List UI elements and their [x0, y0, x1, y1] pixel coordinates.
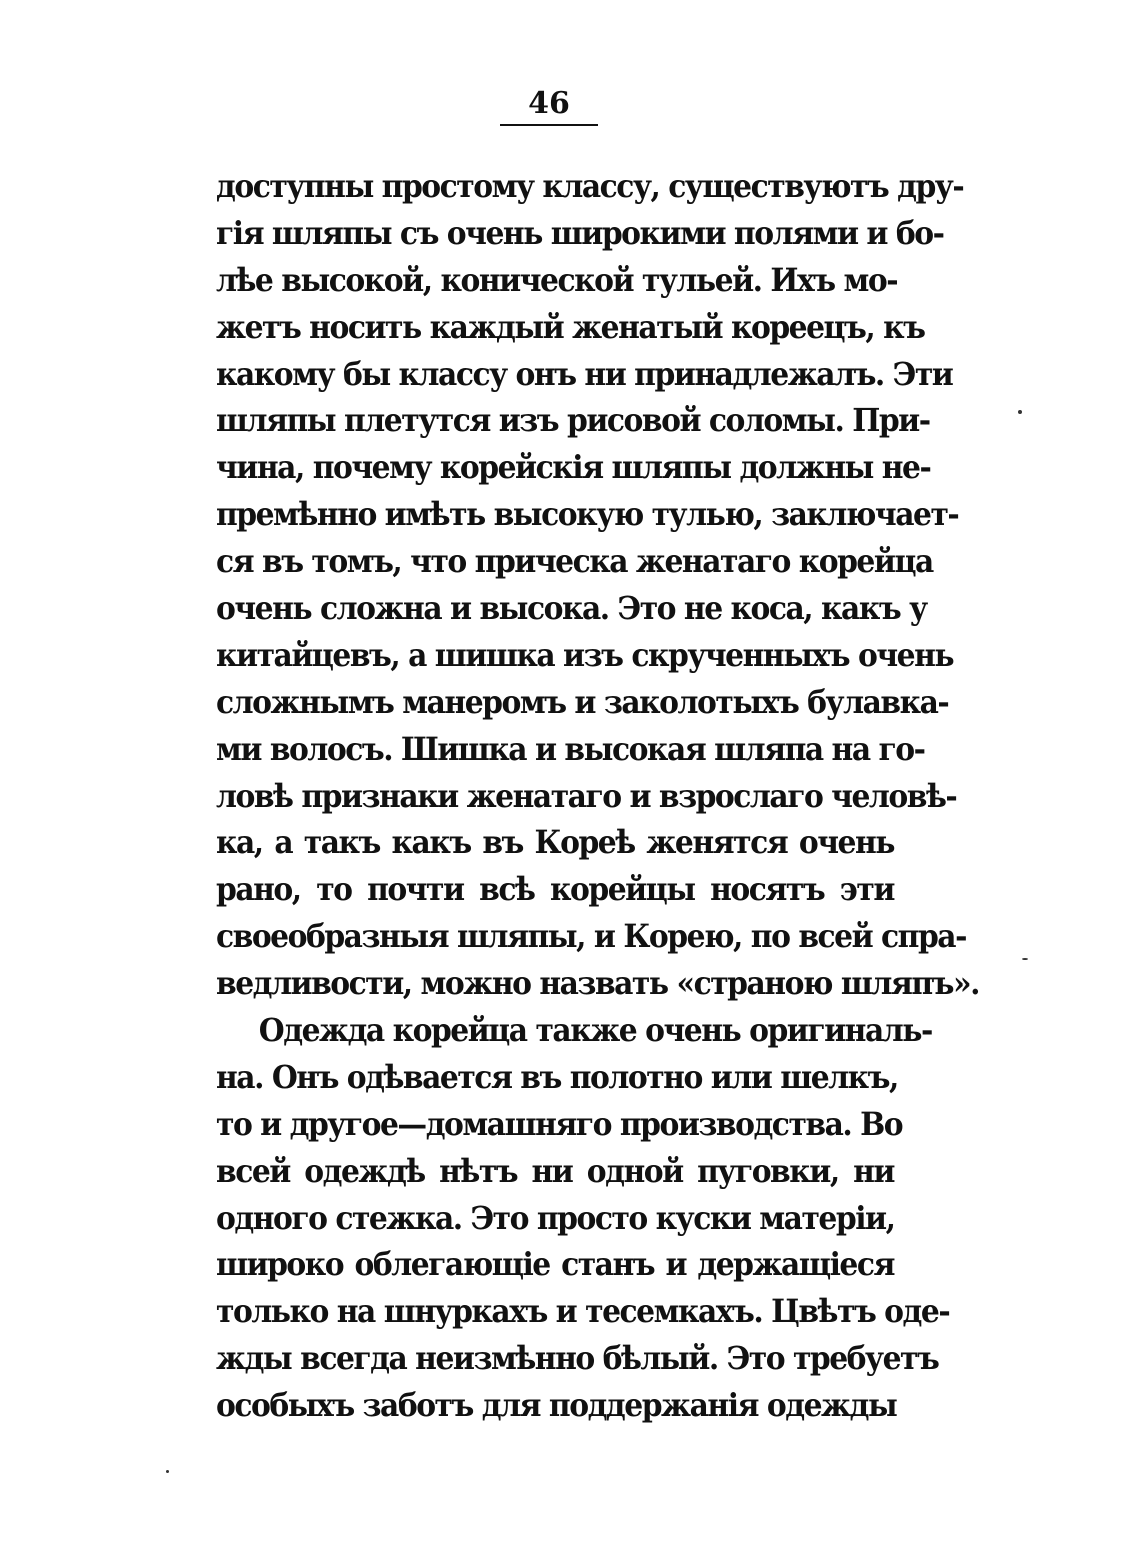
body-text: [216, 163, 979, 1429]
text-line: очень сложна и высока. Это не коса, какъ у: [216, 589, 927, 628]
scan-speck: [1022, 958, 1028, 960]
page-number: 46: [528, 86, 570, 121]
text-line: всей одеждѣ нѣтъ ни одной пуговки, ни: [216, 1151, 894, 1190]
text-line: ведливости, можно назвать «страною шляпъ».: [216, 964, 979, 1003]
text-line: какому бы классу онъ ни принадлежалъ. Эти: [216, 354, 953, 393]
text-line: ловѣ признаки женатаго и взрослаго человѣ-: [216, 776, 957, 815]
text-line: шляпы плетутся изъ рисовой соломы. При-: [216, 401, 930, 440]
text-line: ся въ томъ, что прическа женатаго корейца: [216, 542, 933, 581]
text-line: жды всегда неизмѣнно бѣлый. Это требуетъ: [216, 1339, 939, 1378]
text-line: ми волосъ. Шишка и высокая шляпа на го-: [216, 729, 925, 768]
text-line: Одежда корейца также очень оригиналь-: [258, 1011, 932, 1050]
scan-speck: [166, 1470, 169, 1473]
text-line: доступны простому классу, существуютъ дру-: [216, 167, 964, 205]
text-line: гія шляпы съ очень широкими полями и бо-: [216, 213, 944, 252]
text-line: лѣе высокой, конической тульей. Ихъ мо-: [216, 260, 898, 299]
text-line: ка, а такъ какъ въ Кореѣ женятся очень: [216, 823, 894, 862]
text-line: сложнымъ манеромъ и заколотыхъ булавка-: [216, 682, 949, 721]
text-line: особыхъ заботъ для поддержанія одежды: [216, 1386, 897, 1425]
text-line: жетъ носить каждый женатый кореецъ, къ: [216, 307, 925, 346]
scan-speck: [1018, 410, 1022, 414]
text-line: широко облегающіе станъ и держащіеся: [216, 1245, 894, 1284]
text-line: только на шнуркахъ и тесемкахъ. Цвѣтъ оде-: [216, 1292, 950, 1331]
text-line: на. Онъ одѣвается въ полотно или шелкъ,: [216, 1057, 898, 1096]
text-line: премѣнно имѣть высокую тулью, заключает-: [216, 495, 959, 534]
text-line: китайцевъ, а шишка изъ скрученныхъ очень: [216, 635, 954, 674]
text-line: то и другое—домашняго производства. Во: [216, 1104, 903, 1143]
page-number-rule: [500, 124, 598, 126]
text-line: рано, то почти всѣ корейцы носятъ эти: [216, 870, 894, 909]
paragraph: [216, 163, 979, 1007]
text-line: одного стежка. Это просто куски матеріи,: [216, 1198, 895, 1237]
paragraph: [216, 1007, 950, 1429]
text-line: чина, почему корейскія шляпы должны не-: [216, 448, 931, 487]
text-line: своеобразныя шляпы, и Корею, по всей спра-: [216, 917, 966, 956]
